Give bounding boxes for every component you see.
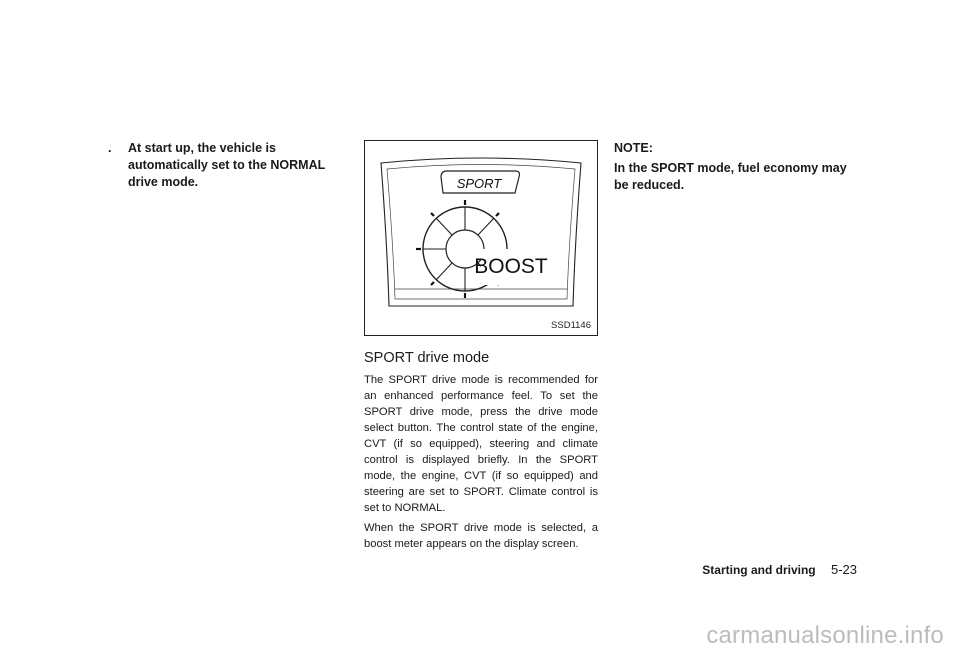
note-text: In the SPORT mode, fuel economy may be reduced. [614, 161, 847, 192]
bullet-item [108, 140, 348, 191]
note-label: NOTE: [614, 141, 653, 155]
bullet-text: At start up, the vehicle is automatically set to the NORMAL drive mode. [128, 141, 326, 189]
figure-code: SSD1146 [551, 320, 591, 331]
section-paragraph-1: The SPORT drive mode is recommended for an enhanced performance feel. To set the SPORT drive mode, press the drive mode select button. The control state of the engine, CVT (if so equipped), steering and climate control is displayed briefly. In the SPORT mode, the engine, CVT (if so equipped) and steering are set to SPORT. Climate control is set to NORMAL. [364, 374, 598, 514]
middle-column [364, 140, 598, 556]
page-number: 5-23 [830, 562, 857, 577]
footer-section: Starting and driving [702, 563, 816, 577]
bullet-marker: . [108, 141, 112, 155]
display-illustration [365, 141, 597, 335]
sport-display-figure [364, 140, 598, 336]
watermark: carmanualsonline.info [706, 622, 944, 649]
page-footer [702, 562, 857, 577]
sport-button-label: SPORT [456, 176, 502, 191]
right-column [614, 140, 864, 194]
section-title: SPORT drive mode [364, 350, 490, 366]
left-column [108, 140, 348, 191]
section-paragraph-2: When the SPORT drive mode is selected, a boost meter appears on the display screen. [364, 522, 598, 550]
boost-label: BOOST [474, 255, 548, 278]
